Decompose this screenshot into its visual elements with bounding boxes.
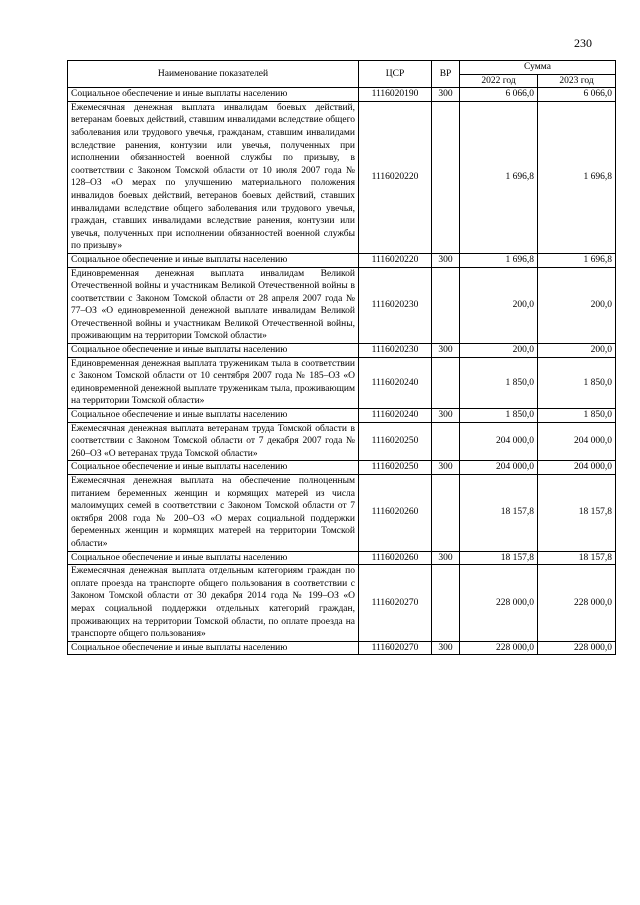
row-csr-cell: 1116020250 <box>359 461 432 475</box>
row-csr-cell: 1116020220 <box>359 101 432 253</box>
row-sum-2023-cell: 228 000,0 <box>538 565 616 642</box>
row-sum-2022-cell: 204 000,0 <box>460 461 538 475</box>
row-vr-cell <box>432 101 460 253</box>
row-csr-cell: 1116020230 <box>359 267 432 344</box>
row-sum-2022-cell: 200,0 <box>460 344 538 358</box>
row-sum-2022-cell: 6 066,0 <box>460 88 538 102</box>
row-csr-cell: 1116020230 <box>359 344 432 358</box>
header-year-2022: 2022 год <box>460 74 538 88</box>
row-name-cell: Ежемесячная денежная выплата на обеспечение полноценным питанием беременных женщин и кормящих матерей из числа малоимущих семей в соответствии с Законом Томской области от 7 октября 2008 года № 200–ОЗ «О мерах социальной поддержки беременных женщин и кормящих матерей на территории Томской области» <box>68 475 359 552</box>
table-row <box>68 357 616 408</box>
table-row <box>68 475 616 552</box>
budget-table <box>67 60 616 655</box>
table-row <box>68 344 616 358</box>
row-sum-2023-cell: 18 157,8 <box>538 551 616 565</box>
table-row <box>68 88 616 102</box>
row-csr-cell: 1116020260 <box>359 475 432 552</box>
table-body <box>68 88 616 655</box>
row-sum-2023-cell: 1 850,0 <box>538 357 616 408</box>
row-sum-2023-cell: 200,0 <box>538 344 616 358</box>
row-name-cell: Ежемесячная денежная выплата ветеранам труда Томской области в соответствии с Законом Томской области от 7 декабря 2007 года № 260–ОЗ «О ветеранах труда Томской области» <box>68 422 359 461</box>
row-sum-2023-cell: 6 066,0 <box>538 88 616 102</box>
row-vr-cell <box>432 357 460 408</box>
row-vr-cell: 300 <box>432 344 460 358</box>
header-vr: ВР <box>432 61 460 88</box>
row-sum-2023-cell: 1 696,8 <box>538 101 616 253</box>
row-csr-cell: 1116020260 <box>359 551 432 565</box>
row-csr-cell: 1116020270 <box>359 641 432 655</box>
row-sum-2023-cell: 1 696,8 <box>538 253 616 267</box>
row-sum-2023-cell: 1 850,0 <box>538 409 616 423</box>
row-vr-cell <box>432 565 460 642</box>
header-name: Наименование показателей <box>68 61 359 88</box>
table-row <box>68 565 616 642</box>
row-name-cell: Единовременная денежная выплата труженикам тыла в соответствии с Законом Томской области от 10 сентября 2007 года № 185–ОЗ «О единовременной денежной выплате труженикам тыла, проживающим на территории Томской области» <box>68 357 359 408</box>
table-row <box>68 101 616 253</box>
row-name-cell: Социальное обеспечение и иные выплаты населению <box>68 551 359 565</box>
page-number: 230 <box>574 36 592 50</box>
row-vr-cell: 300 <box>432 641 460 655</box>
row-vr-cell: 300 <box>432 409 460 423</box>
row-name-cell: Социальное обеспечение и иные выплаты населению <box>68 461 359 475</box>
row-sum-2022-cell: 18 157,8 <box>460 551 538 565</box>
table-row <box>68 409 616 423</box>
row-name-cell: Социальное обеспечение и иные выплаты населению <box>68 641 359 655</box>
row-name-cell: Социальное обеспечение и иные выплаты населению <box>68 344 359 358</box>
header-csr: ЦСР <box>359 61 432 88</box>
row-sum-2022-cell: 204 000,0 <box>460 422 538 461</box>
row-name-cell: Ежемесячная денежная выплата инвалидам боевых действий, ветеранам боевых действий, ставшим инвалидами вследствие общего заболевания или трудового увечья, гражданам, ставшим инвалидами вследствие ранения, контузии или увечья, полученных при исполнении обязанностей военной службы по призыву, в соответствии с Законом Томской области от 10 июля 2007 года № 128–ОЗ «О мерах по улучшению материального положения инвалидов боевых действий, ветеранов боевых действий, ставших инвалидами вследствие общего заболевания или трудового увечья, граждан, ставших инвалидами вследствие ранения, контузии или увечья, полученных при исполнении обязанностей военной службы по призыву» <box>68 101 359 253</box>
header-year-2023: 2023 год <box>538 74 616 88</box>
row-vr-cell <box>432 475 460 552</box>
row-sum-2022-cell: 18 157,8 <box>460 475 538 552</box>
row-sum-2022-cell: 200,0 <box>460 267 538 344</box>
row-vr-cell: 300 <box>432 88 460 102</box>
row-csr-cell: 1116020240 <box>359 357 432 408</box>
row-sum-2022-cell: 228 000,0 <box>460 641 538 655</box>
row-sum-2022-cell: 1 850,0 <box>460 357 538 408</box>
row-sum-2022-cell: 1 850,0 <box>460 409 538 423</box>
header-sum: Сумма <box>460 61 616 75</box>
row-csr-cell: 1116020270 <box>359 565 432 642</box>
row-sum-2023-cell: 18 157,8 <box>538 475 616 552</box>
row-sum-2023-cell: 200,0 <box>538 267 616 344</box>
row-sum-2022-cell: 228 000,0 <box>460 565 538 642</box>
table-row <box>68 253 616 267</box>
row-vr-cell: 300 <box>432 461 460 475</box>
row-name-cell: Социальное обеспечение и иные выплаты населению <box>68 253 359 267</box>
row-sum-2022-cell: 1 696,8 <box>460 253 538 267</box>
row-csr-cell: 1116020190 <box>359 88 432 102</box>
row-sum-2023-cell: 204 000,0 <box>538 461 616 475</box>
row-sum-2023-cell: 228 000,0 <box>538 641 616 655</box>
row-vr-cell: 300 <box>432 551 460 565</box>
row-name-cell: Единовременная денежная выплата инвалидам Великой Отечественной войны и участникам Великой Отечественной войны в соответствии с Законом Томской области от 28 апреля 2007 года № 77–ОЗ «О единовременной денежной выплате инвалидам Великой Отечественной войны и участникам Великой Отечественной войны, проживающим на территории Томской области» <box>68 267 359 344</box>
row-sum-2022-cell: 1 696,8 <box>460 101 538 253</box>
table-row <box>68 422 616 461</box>
row-vr-cell: 300 <box>432 253 460 267</box>
table-row <box>68 551 616 565</box>
row-name-cell: Социальное обеспечение и иные выплаты населению <box>68 409 359 423</box>
row-vr-cell <box>432 422 460 461</box>
row-sum-2023-cell: 204 000,0 <box>538 422 616 461</box>
row-vr-cell <box>432 267 460 344</box>
row-csr-cell: 1116020250 <box>359 422 432 461</box>
table-row <box>68 641 616 655</box>
row-name-cell: Ежемесячная денежная выплата отдельным категориям граждан по оплате проезда на транспорте общего пользования в соответствии с Законом Томской области от 30 декабря 2014 года № 199–ОЗ «О мерах социальной поддержки отдельных категорий граждан, проживающих на территории Томской области, по оплате проезда на транспорте общего пользования» <box>68 565 359 642</box>
row-csr-cell: 1116020240 <box>359 409 432 423</box>
table-header <box>68 61 616 88</box>
row-name-cell: Социальное обеспечение и иные выплаты населению <box>68 88 359 102</box>
row-csr-cell: 1116020220 <box>359 253 432 267</box>
table-row <box>68 461 616 475</box>
table-row <box>68 267 616 344</box>
